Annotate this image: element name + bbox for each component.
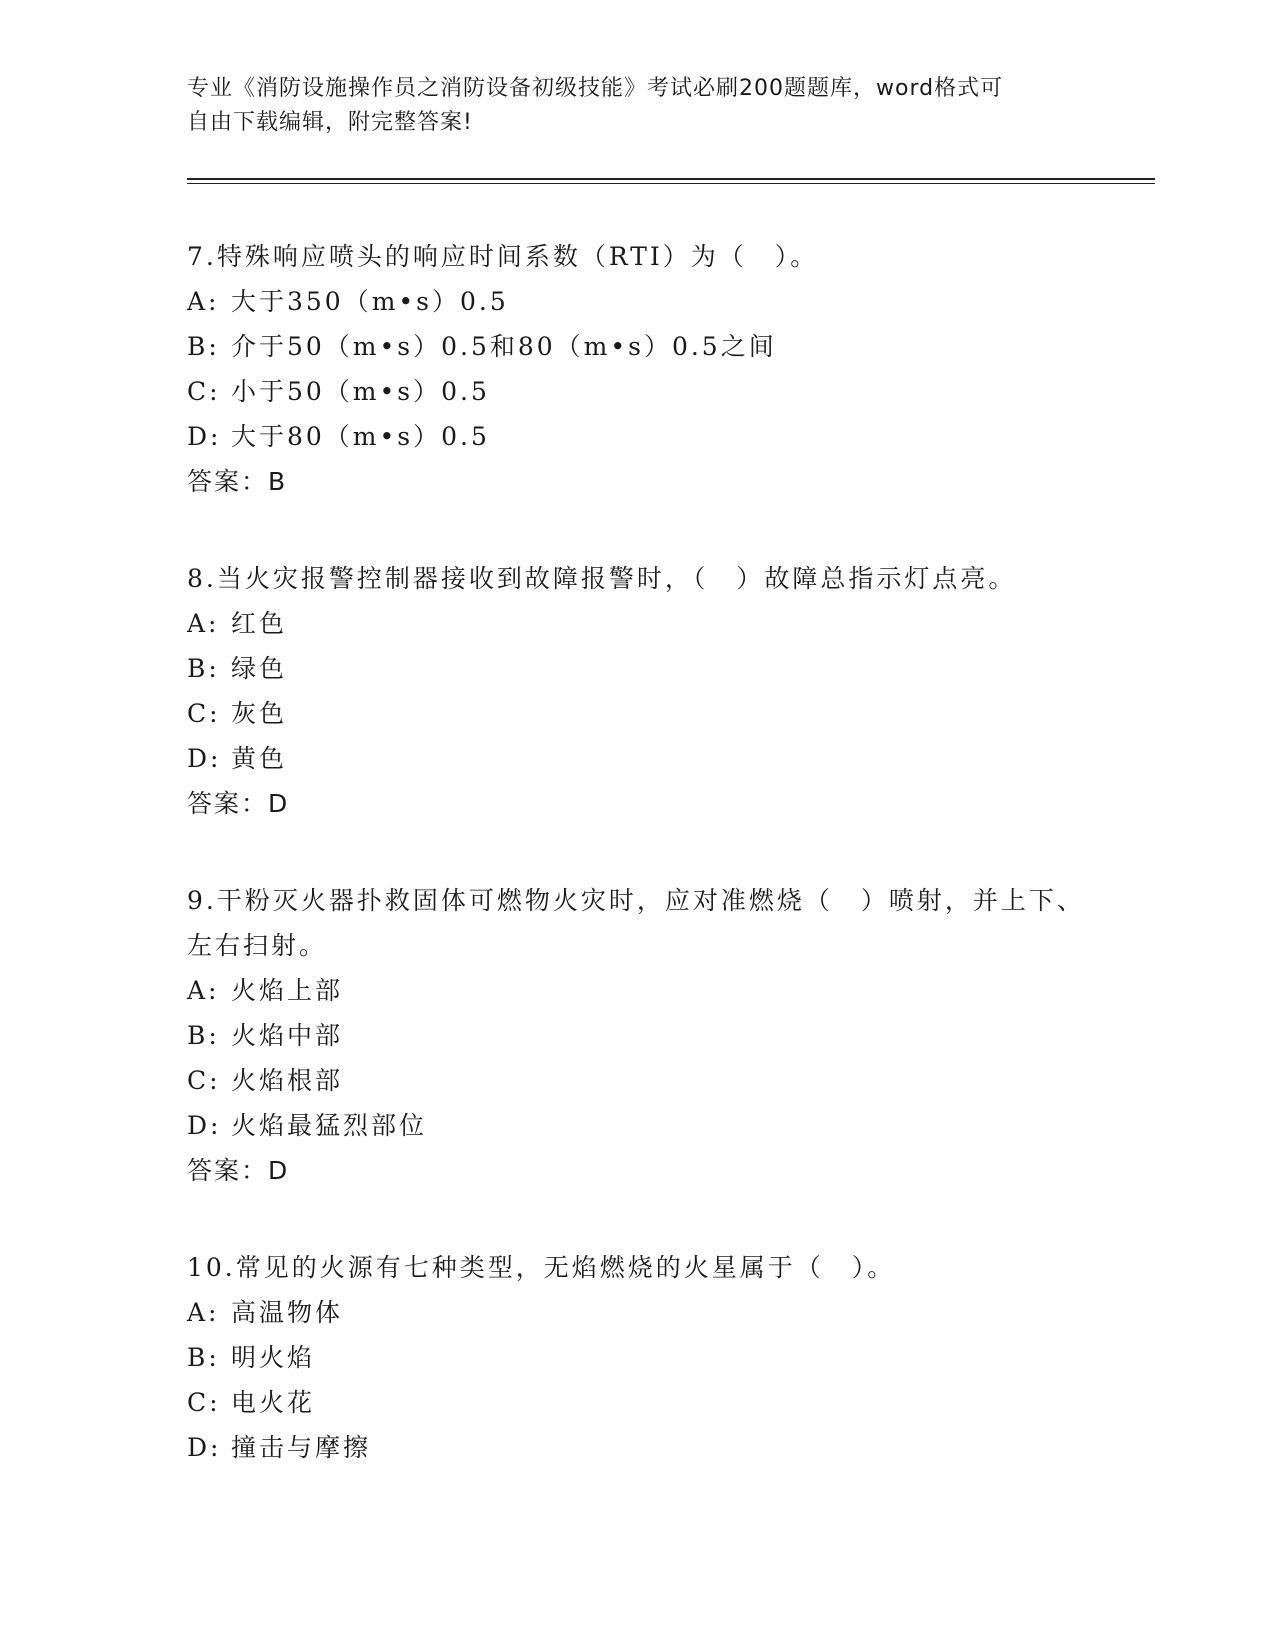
option-c (187, 369, 1087, 414)
option-text: 大于80（m•s）0.5 (231, 422, 490, 451)
answer: 答案：B (187, 467, 288, 496)
option-text: 明火焰 (231, 1343, 316, 1372)
option-text: 绿色 (231, 654, 288, 683)
option-letter: A: (187, 287, 220, 316)
document-header (187, 72, 1077, 140)
question-stem: 7.特殊响应喷头的响应时间系数（RTI）为（ ）。 (187, 242, 819, 271)
option-c (187, 691, 1087, 736)
option-letter: B: (187, 332, 220, 361)
option-text: 介于50（m•s）0.5和80（m•s）0.5之间 (231, 332, 777, 361)
option-letter: D: (187, 422, 222, 451)
option-d (187, 1103, 1087, 1148)
question-list (187, 234, 1087, 1522)
option-a (187, 1290, 1087, 1335)
option-letter: B: (187, 1343, 220, 1372)
option-c (187, 1380, 1087, 1425)
option-letter: C: (187, 377, 221, 406)
option-c (187, 1058, 1087, 1103)
header-line-2: 自由下载编辑，附完整答案! (187, 110, 473, 135)
option-letter: A: (187, 1298, 220, 1327)
header-divider (187, 178, 1155, 184)
question-stem: 8.当火灾报警控制器接收到故障报警时，（ ）故障总指示灯点亮。 (187, 564, 1017, 593)
option-a (187, 601, 1087, 646)
option-letter: C: (187, 699, 221, 728)
option-text: 小于50（m•s）0.5 (231, 377, 490, 406)
answer: 答案：D (187, 1156, 290, 1185)
option-text: 电火花 (231, 1388, 316, 1417)
option-letter: A: (187, 976, 220, 1005)
option-text: 火焰根部 (231, 1066, 344, 1095)
option-a (187, 968, 1087, 1013)
option-text: 火焰最猛烈部位 (231, 1111, 428, 1140)
question-7 (187, 234, 1087, 504)
option-a (187, 279, 1087, 324)
option-text: 高温物体 (231, 1298, 344, 1327)
header-line-1: 专业《消防设施操作员之消防设备初级技能》考试必刷200题题库，word格式可 (187, 76, 1004, 101)
option-letter: D: (187, 1433, 222, 1462)
option-b (187, 1335, 1087, 1380)
option-letter: B: (187, 1021, 220, 1050)
option-d (187, 736, 1087, 781)
option-b (187, 646, 1087, 691)
question-stem: 10.常见的火源有七种类型，无焰燃烧的火星属于（ ）。 (187, 1253, 896, 1282)
option-b (187, 1013, 1087, 1058)
option-letter: D: (187, 744, 222, 773)
option-text: 火焰上部 (231, 976, 344, 1005)
option-b (187, 324, 1087, 369)
option-letter: D: (187, 1111, 222, 1140)
option-text: 大于350（m•s）0.5 (231, 287, 509, 316)
option-letter: A: (187, 609, 220, 638)
option-text: 灰色 (231, 699, 288, 728)
option-text: 火焰中部 (231, 1021, 344, 1050)
option-letter: B: (187, 654, 220, 683)
question-9 (187, 878, 1087, 1193)
option-letter: C: (187, 1388, 221, 1417)
answer: 答案：D (187, 789, 290, 818)
question-stem: 9.干粉灭火器扑救固体可燃物火灾时，应对准燃烧（ ）喷射，并上下、左右扫射。 (187, 886, 1085, 960)
question-8 (187, 556, 1087, 826)
option-d (187, 1425, 1087, 1470)
option-letter: C: (187, 1066, 221, 1095)
option-text: 红色 (231, 609, 288, 638)
option-text: 黄色 (231, 744, 288, 773)
question-10 (187, 1245, 1087, 1470)
option-d (187, 414, 1087, 459)
option-text: 撞击与摩擦 (231, 1433, 372, 1462)
